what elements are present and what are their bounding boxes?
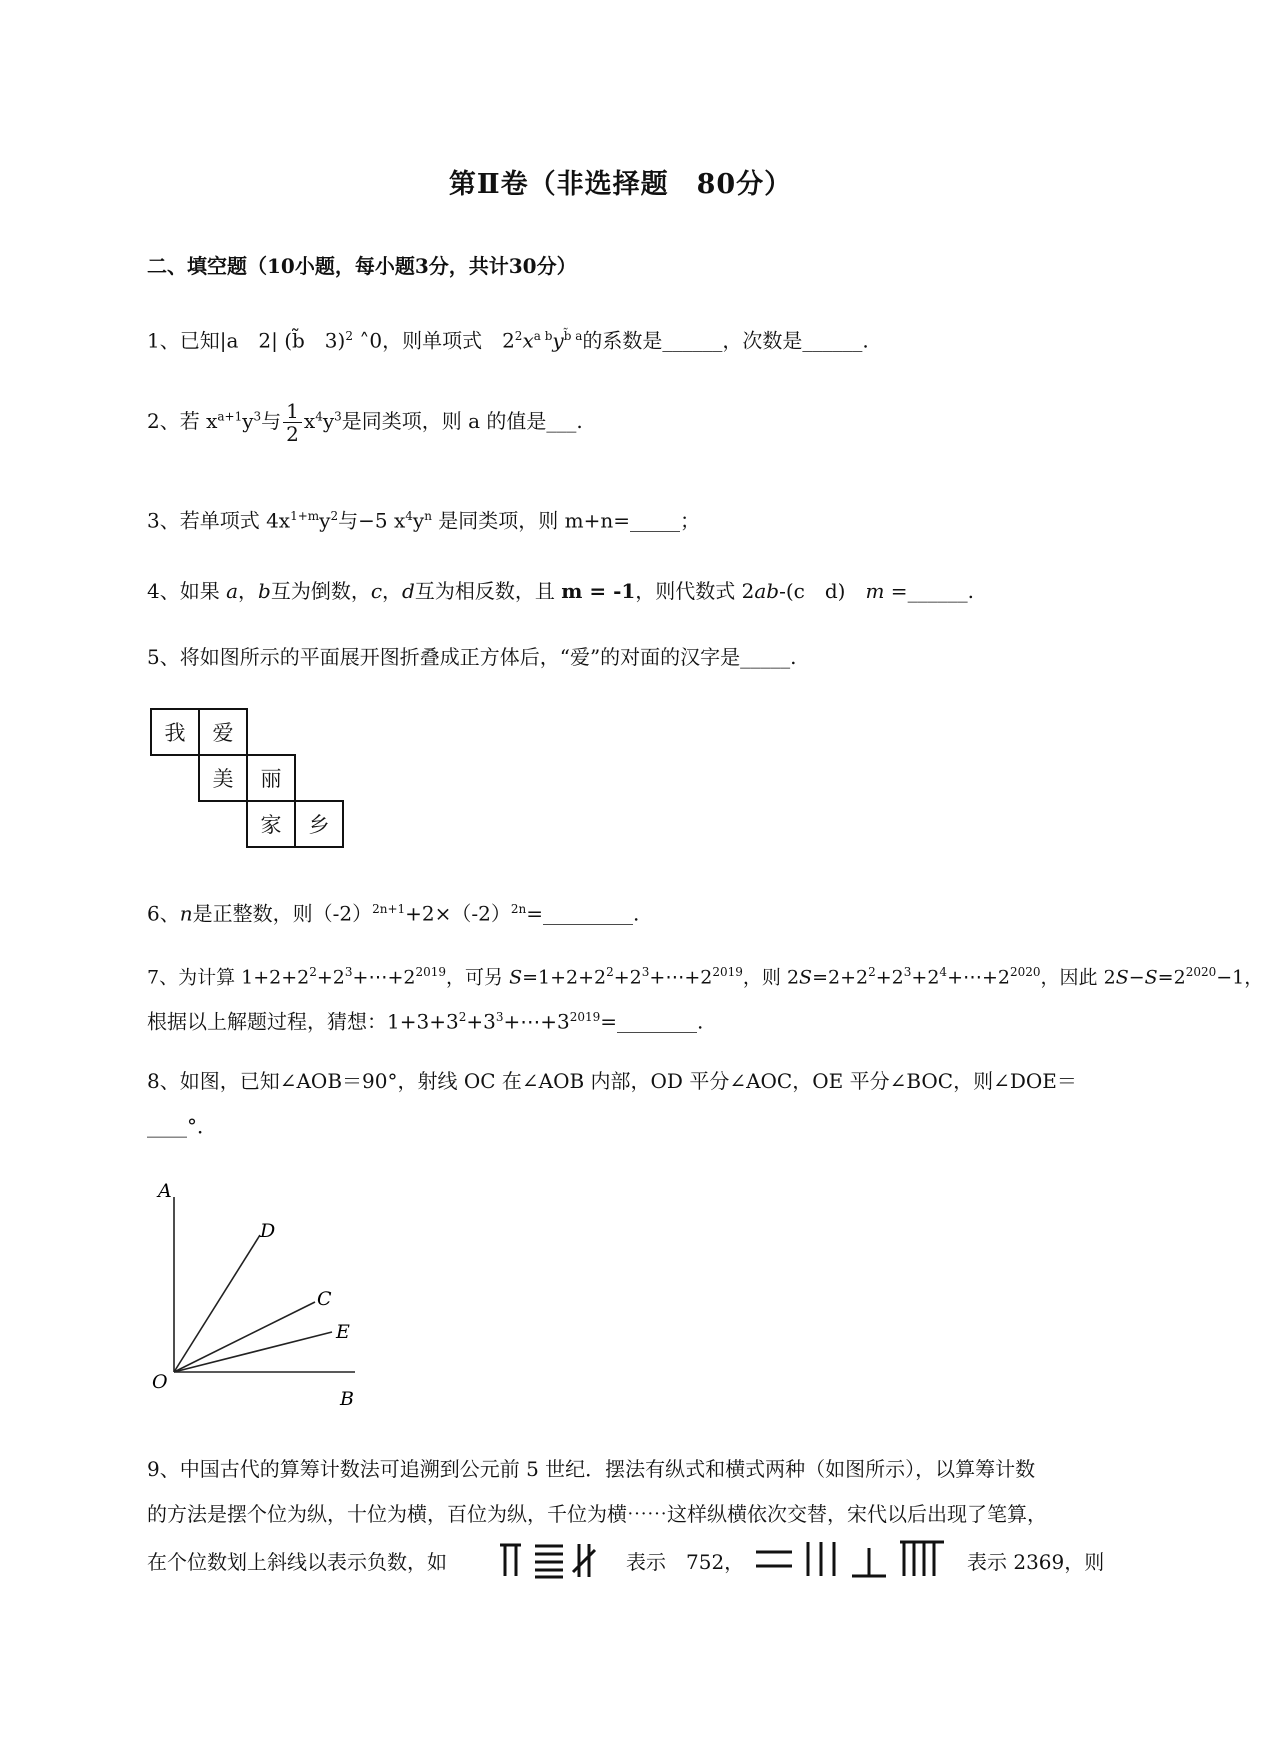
ray-oe	[174, 1332, 332, 1372]
label-o: O	[152, 1371, 168, 1393]
question-6: 6、n是正整数，则$(-2)^{2n+1}+2\times(-2)^{2n}=\_\_\_\_\_\_\_\_\_$.	[147, 901, 640, 926]
rod-numeral-752-icon	[495, 1540, 605, 1580]
fraction-one-half: $\frac{1}{2}$	[283, 400, 302, 445]
question-5: 5、将如图所示的平面展开图折叠成正方体后，“爱”的对面的汉字是_____.	[147, 645, 797, 669]
question-7-line-2: 根据以上解题过程，猜想：$1+3+3^2+3^3+\cdots+3^{2019}=\_\_\_\_\_\_\_\_$.	[147, 1009, 704, 1034]
question-1: 1、已知|a 2| (b̃ 3)$^2$ ˄0，则单项式 $2^2x^a$ $^by^{b̃}$ $^a$的系数是______，次数是______.	[147, 328, 869, 353]
label-b: B	[340, 1388, 354, 1410]
question-8-line-1: 8、如图，已知∠AOB＝90°，射线 OC 在∠AOB 内部，OD 平分∠AOC，OE 平分∠BOC，则∠DOE＝	[147, 1069, 1077, 1093]
rod-2369-meaning: 表示 2369，则	[967, 1550, 1105, 1574]
cube-cell-jia: 家	[246, 800, 296, 848]
rod-numeral-2369-icon	[752, 1538, 962, 1580]
question-3: 3、若单项式 $4x^{1+m}y^2$与−5 $x^4y^n$ 是同类项，则 m+n=_____；	[147, 508, 701, 533]
label-a: A	[158, 1180, 172, 1202]
question-2: 2、若 $x^{a+1}y^3$与 $\frac{1}{2}$ $x^4y^3$是同类项，则 a 的值是___.	[147, 399, 583, 446]
page-title: 第Ⅱ卷（非选择题 80分）	[448, 169, 793, 200]
angle-figure	[140, 1175, 370, 1415]
question-4: 4、如果 a，b互为倒数，c，d互为相反数，且 m = -1，则代数式 2ab-(c d) m =______.	[147, 579, 974, 603]
cube-cell-wo: 我	[150, 708, 200, 756]
label-d: D	[260, 1220, 276, 1242]
question-8-line-2: ____°．	[147, 1114, 217, 1138]
cube-cell-ai: 爱	[198, 708, 248, 756]
question-9-line-2: 的方法是摆个位为纵，十位为横，百位为纵，千位为横⋯⋯这样纵横依次交替，宋代以后出现了笔算，	[147, 1502, 1047, 1526]
label-e: E	[336, 1321, 350, 1343]
label-c: C	[317, 1288, 332, 1310]
question-7-line-1: 7、为计算 $1+2+2^2+2^3+\cdots+2^{2019}$，可另 $S=1+2+2^2+2^3+\cdots+2^{2019}$，则 $2S=2+2^2+2^3+2^4+\cdots+2^{2020}$，因此 $2S-S=2^{2020}-1$，	[147, 965, 1263, 989]
question-9-line-1: 9、中国古代的算筹计数法可追溯到公元前 5 世纪．摆法有纵式和横式两种（如图所示），以算筹计数	[147, 1457, 1036, 1481]
cube-cell-xiang: 乡	[294, 800, 344, 848]
rod-752-meaning: 表示 752，	[626, 1550, 745, 1574]
section-heading: 二、填空题（10小题，每小题3分，共计30分）	[147, 254, 577, 278]
question-9-line-3-prefix: 在个位数划上斜线以表示负数，如	[147, 1550, 447, 1574]
cube-cell-li: 丽	[246, 754, 296, 802]
cube-cell-mei: 美	[198, 754, 248, 802]
